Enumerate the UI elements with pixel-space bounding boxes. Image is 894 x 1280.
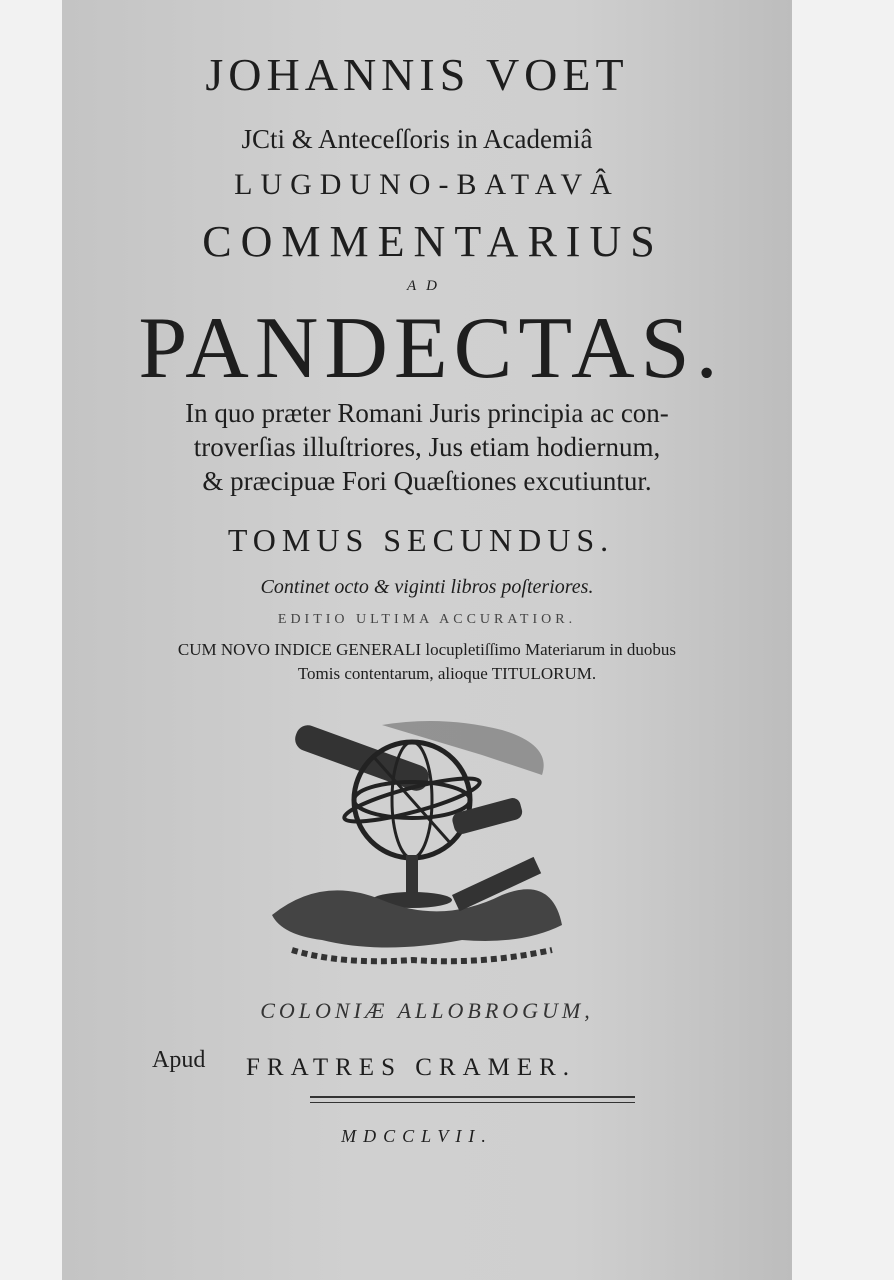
description-line-3: & præcipuæ Fori Quæſtiones excutiuntur. (202, 466, 652, 496)
armillary-sphere-vignette (262, 715, 582, 985)
work-title-ad: AD (407, 278, 447, 294)
description-line-2: troverſias illuſtriores, Jus etiam hodiernum, (193, 432, 661, 462)
imprint-printer: FRATRES CRAMER. (246, 1054, 577, 1081)
index-line-1: CUM NOVO INDICE GENERALI locupletiſſimo Materiarum in duobus (177, 640, 677, 659)
edition-note: EDITIO ULTIMA ACCURATIOR. (277, 612, 577, 627)
description-line-1: In quo præter Romani Juris principia ac con- (185, 398, 669, 428)
work-title-pandectas: PANDECTAS. (138, 300, 724, 397)
index-line-2: Tomis contentarum, alioque TITULORUM. (297, 664, 597, 683)
imprint-date: MDCCLVII. (341, 1126, 493, 1146)
work-title-commentarius: COMMENTARIUS (202, 217, 664, 266)
volume-label: TOMUS SECUNDUS. (227, 522, 615, 558)
author-title: JCti & Anteceſſoris in Academiâ (241, 124, 593, 154)
title-page (62, 0, 792, 1280)
imprint-apud: Apud (152, 1047, 206, 1073)
rule-top (310, 1096, 635, 1098)
rule-bottom (310, 1102, 635, 1103)
author-name: JOHANNIS VOET (205, 49, 629, 100)
volume-contents: Continet octo & viginti libros poſteriores. (260, 576, 594, 598)
imprint-place: COLONIÆ ALLOBROGUM, (260, 998, 594, 1023)
academy-place: LUGDUNO-BATAVÂ (234, 168, 620, 201)
